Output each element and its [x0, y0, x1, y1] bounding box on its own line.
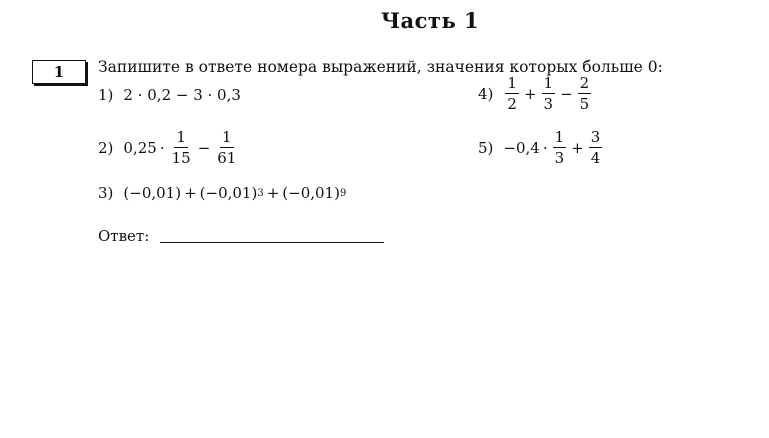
option-4-fraction-3: [578, 76, 592, 112]
plus-sign: +: [184, 184, 197, 202]
numerator: 1: [507, 74, 517, 92]
denominator: 15: [171, 149, 191, 167]
option-5-fraction-2: [589, 130, 603, 166]
option-5-label: 5): [478, 139, 494, 157]
option-3-term-1: (−0,01): [123, 184, 182, 202]
option-4-fraction-2: [542, 76, 556, 112]
option-3-label: 3): [98, 184, 114, 202]
page-title: Часть 1: [380, 8, 480, 33]
numerator: 1: [543, 74, 554, 92]
option-4: [478, 76, 593, 112]
denominator: 3: [554, 149, 565, 167]
plus-sign: +: [571, 139, 584, 157]
denominator: 2: [507, 95, 517, 113]
numerator: 3: [590, 128, 601, 146]
denominator: 4: [590, 149, 601, 167]
option-5-fraction-1: [553, 130, 567, 166]
option-2-coefficient: 0,25: [123, 139, 157, 157]
option-3-term-2: (−0,01): [199, 184, 258, 202]
option-3-exponent-3: 9: [339, 187, 347, 199]
option-1-label: 1): [98, 86, 114, 104]
option-4-fraction-1: [505, 76, 519, 112]
option-5: [478, 130, 604, 166]
option-4-label: 4): [478, 85, 494, 103]
denominator: 3: [543, 95, 554, 113]
numerator: 1: [554, 128, 565, 146]
option-1: [98, 86, 241, 104]
multiply-sign: ·: [159, 139, 165, 157]
option-3: [98, 184, 346, 202]
numerator: 2: [579, 74, 590, 92]
plus-sign: +: [266, 184, 280, 202]
task-number-box: 1: [32, 60, 86, 84]
answer-label: Ответ:: [98, 227, 150, 245]
option-2-fraction-2: [215, 130, 238, 166]
option-3-exponent-2: 3: [257, 187, 264, 199]
minus-sign: −: [560, 85, 573, 103]
option-5-coefficient: −0,4: [503, 139, 540, 157]
option-2: [98, 130, 240, 166]
option-1-expression: 2 · 0,2 − 3 · 0,3: [123, 86, 241, 104]
option-3-term-3: (−0,01): [282, 184, 340, 202]
answer-field[interactable]: [160, 242, 384, 243]
multiply-sign: ·: [542, 139, 548, 157]
denominator: 5: [579, 95, 590, 113]
task-statement: Запишите в ответе номера выражений, значения которых больше 0:: [98, 58, 663, 76]
denominator: 61: [217, 149, 237, 167]
minus-sign: −: [197, 139, 211, 157]
option-2-fraction-1: [170, 130, 193, 166]
numerator: 1: [222, 128, 232, 146]
numerator: 1: [176, 128, 186, 146]
plus-sign: +: [523, 85, 537, 103]
option-2-label: 2): [98, 139, 114, 157]
